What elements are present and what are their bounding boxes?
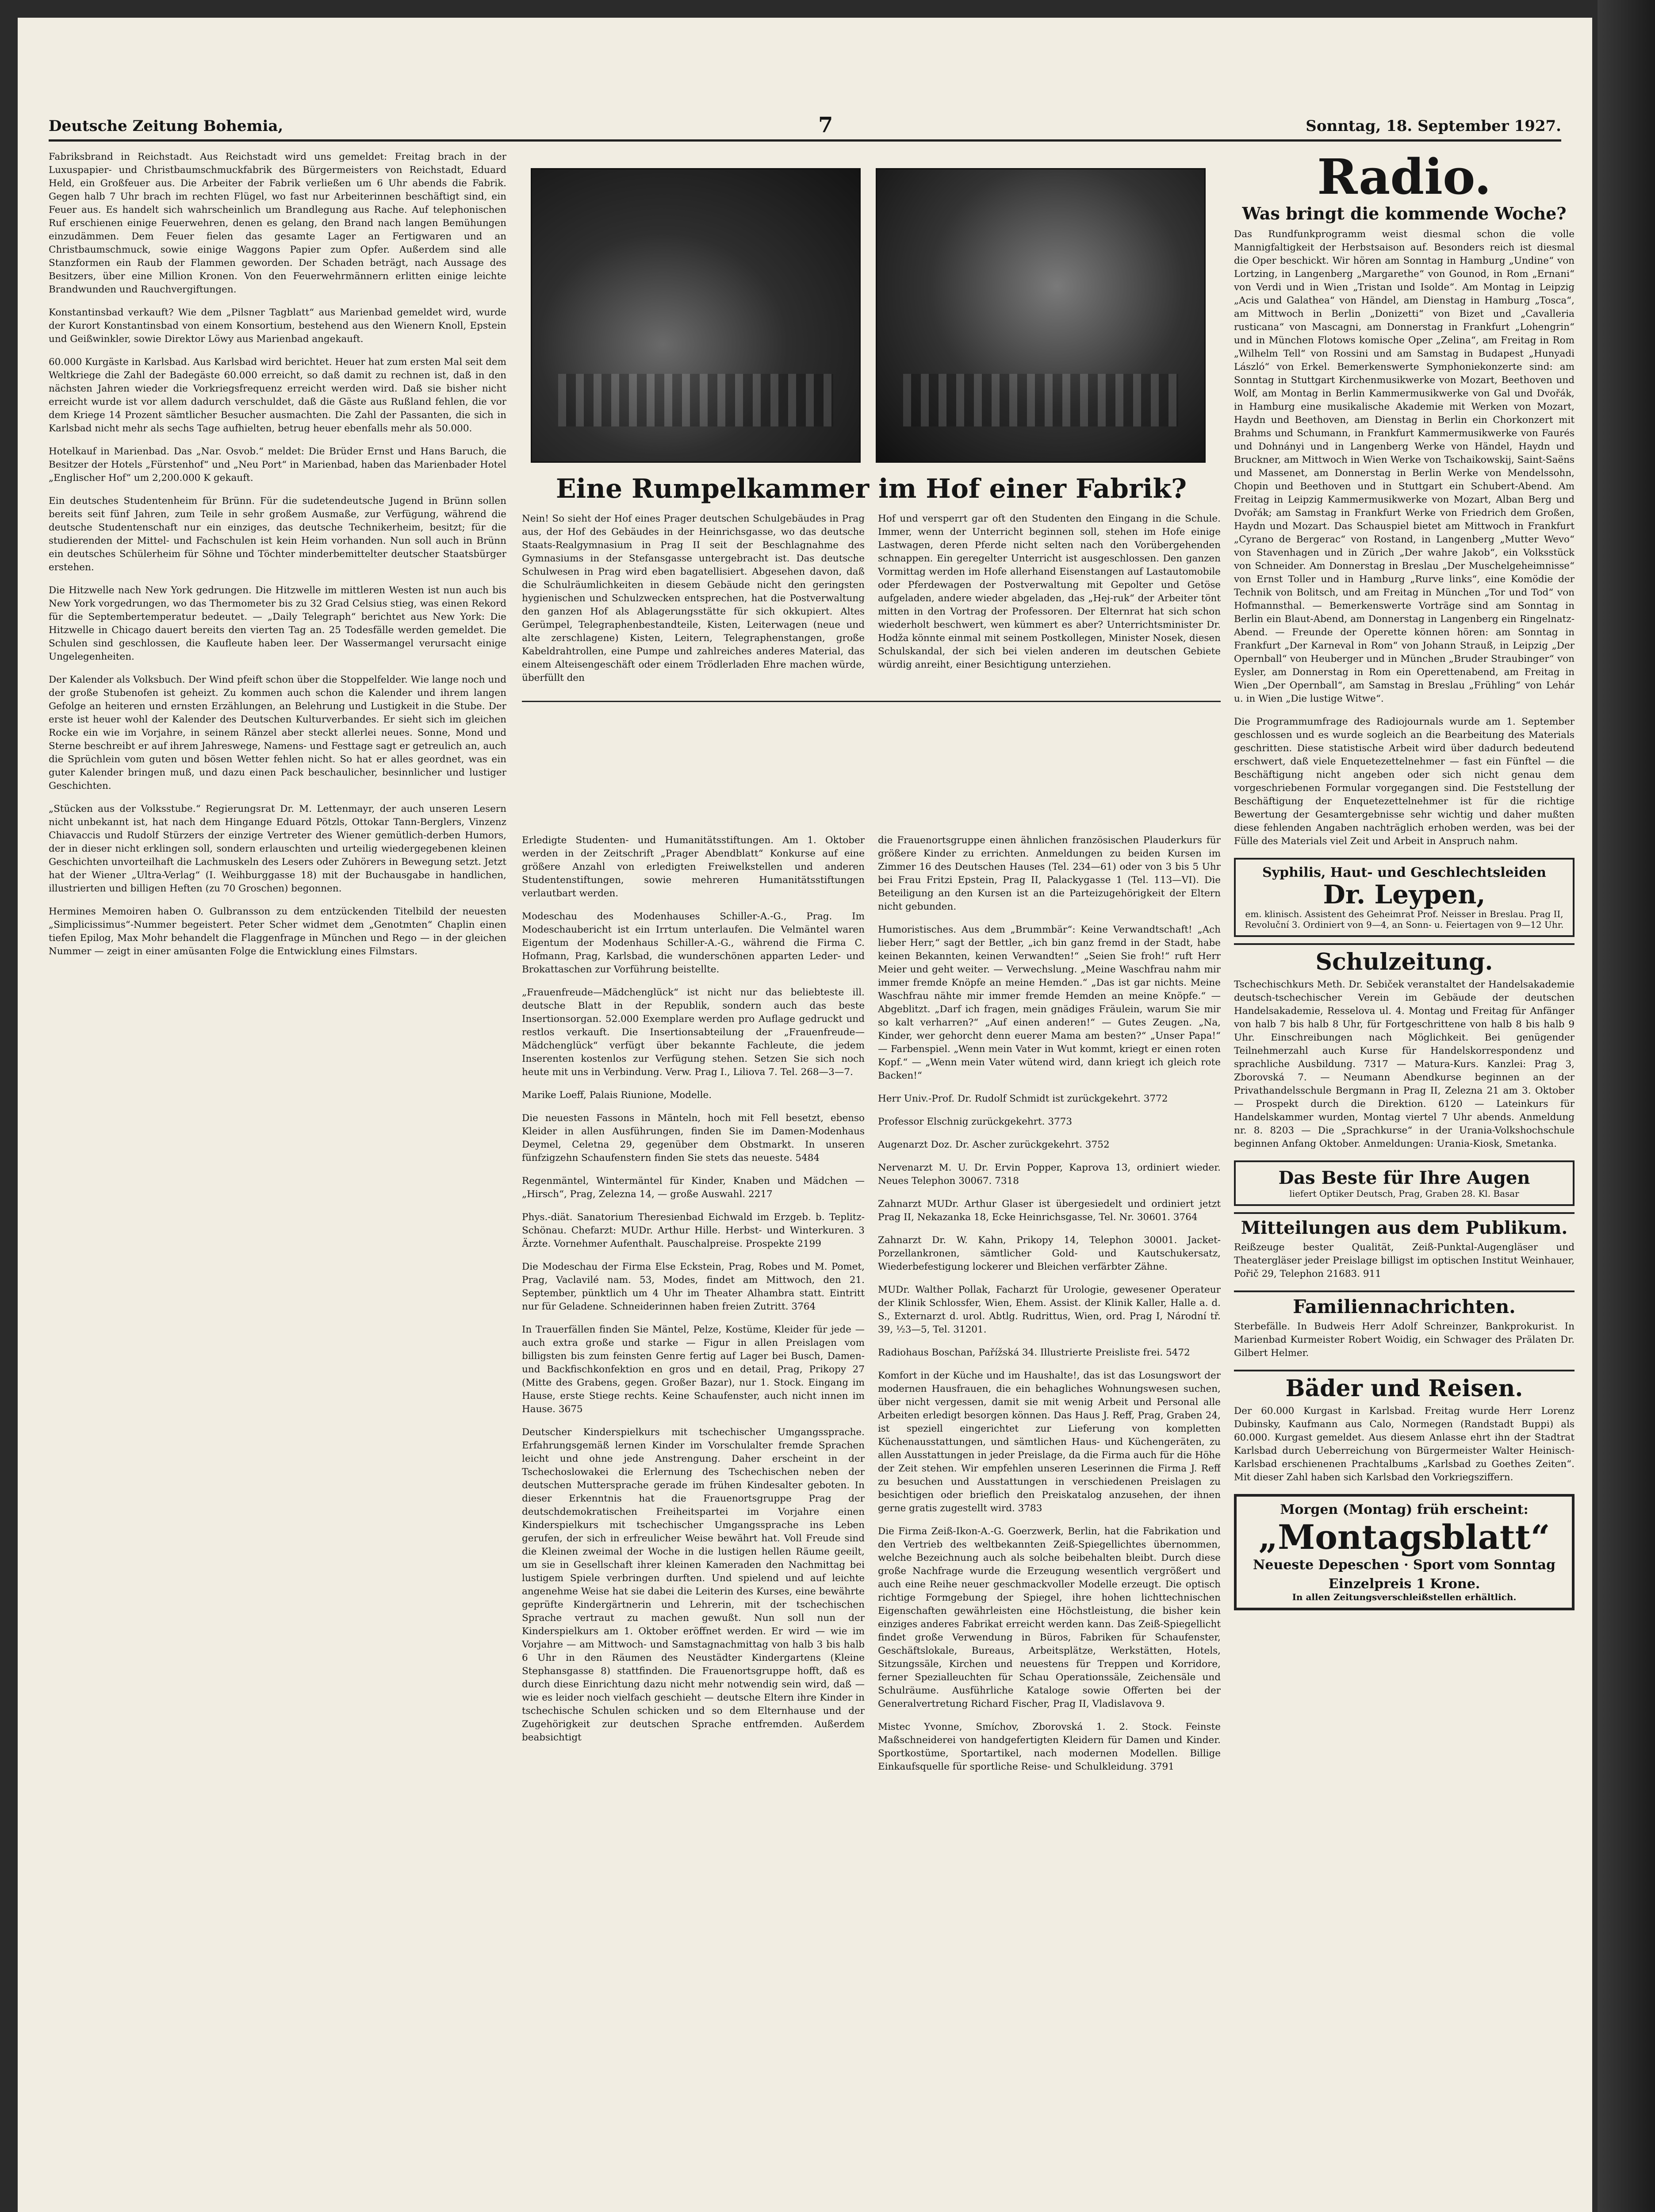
feature-text-left	[522, 512, 865, 685]
travel-heading: Bäder und Reisen.	[1234, 1370, 1575, 1402]
page-number: 7	[818, 113, 833, 138]
notice-text: Professor Elschnig zurückgekehrt. 3773	[878, 1116, 1073, 1127]
notice	[878, 1161, 1221, 1188]
section-divider	[522, 701, 1221, 702]
notice-text: Deutscher Kinderspielkurs mit tschechischer Umgangssprache. Erfahrungsgemäß lernen Kinder im Vorschulalter fremde Sprachen leicht und ohne jede Anstrengung. Daher erscheint in der Tschechoslowakei die Erlernung des Tschechischen neben der deutschen Muttersprache gerade im frühen Kindesalter geboten. In dieser Erkenntnis hat die Frauenortsgruppe Prag der deutschdemokratischen Freiheitspartei im Vorjahre einen Kinderspielkurs mit tschechischer Umgangssprache ins Leben gerufen, der sich in erfreulicher Weise bewährt hat. Voll Freude sind die Kleinen zweimal der Woche in die lustigen hellen Räume geeilt, um sie in Gesellschaft ihrer kleinen Kameraden den Nachmittag bei lustigem Spiele verbringen durften. Und spielend und auf leichte angenehme Weise hat sie dabei die Leiterin des Kurses, eine bewährte geprüfte Kindergärtnerin und Lehrerin, mit der tschechischen Sprache vertraut zu machen gewußt. Nun soll nun der Kinderspielkurs am 1. Oktober eröffnet werden. Er wird — wie im Vorjahre — am Mittwoch- und Samstagnachmittag von halb 3 bis halb 6 Uhr in den Räumen des Neustädter Kindergartens (Kleine Stephansgasse 8) stattfinden. Die Frauenortsgruppe hofft, daß es durch diese Einrichtung dazu nicht mehr notwendig sein wird, daß — wie es leider noch vielfach geschieht — deutsche Eltern ihre Kinder in tschechische Schulen schicken und so dem Elternhause und der Zugehörigkeit zur deutschen Sprache entfremden. Außerdem beabsichtigt	[522, 1427, 865, 1743]
notice-text: die Frauenortsgruppe einen ähnlichen französischen Plauderkurs für größere Kinder zu errichten. Anmeldungen zu beiden Kursen im Zimmer 16 des Deutschen Hauses (Tel. 234—61) oder von 3 bis 5 Uhr bei Frau Fritzi Epstein, Prag II, Palackygasse 1 (Tel. 113—VI). Die Beteiligung an den Kursen ist an die Parteizugehörigkeit der Eltern nicht gebunden.	[878, 835, 1221, 912]
radio-subheading: Was bringt die kommende Woche?	[1242, 204, 1567, 223]
notice	[878, 1369, 1221, 1515]
notice-text: Die Firma Zeiß-Ikon-A.-G. Goerzwerk, Berlin, hat die Fabrikation und den Vertrieb des weltbekannten Zeiß-Spiegellichtes übernommen, welche Bezeichnung auch als solche beibehalten bleibt. Durch diese große Nachfrage wurde die Erzeugung wesentlich vergrößert und auch eine Reihe neuer geschmackvoller Modelle erzeugt. Die optisch richtige Formgebung der Spiegel, ihre hohen lichttechnischen Eigenschaften gewährleisten eine Höchstleistung, die bisher kein einziges anderes Fabrikat erreicht werden kann. Das Zeiß-Spiegellicht findet große Verwendung in Büros, Fabriken für Schaufenster, Geschäftslokale, Bureaus, Arbeitsplätze, Werkstätten, Hotels, Sitzungssäle, Kirchen und neuestens für Treppen und Korridore, ferner Spezialleuchten für Schau Operationssäle, Zeichensäle und Schulräume. Ausführliche Kataloge sowie Offerten bei der Generalvertretung Richard Fischer, Prag II, Vladislavova 9.	[878, 1526, 1221, 1709]
notice	[522, 1260, 865, 1313]
advert-footer: In allen Zeitungsverschleißstellen erhältlich.	[1292, 1592, 1517, 1602]
article-text: 60.000 Kurgäste in Karlsbad. Aus Karlsbad wird berichtet. Heuer hat zum ersten Mal seit dem Weltkriege die Zahl der Badegäste 60.000 erreicht, so daß damit zu rechnen ist, daß in den nächsten Jahren wieder die Vorkriegsfrequenz erreicht werden wird. Daß sie bisher nicht erreicht wurde ist vor allem dadurch verschuldet, daß die Gäste aus Rußland fehlen, die vor dem Kriege 14 Prozent sämtlicher Besucher ausmachten. Die Zahl der Passanten, die sich in Karlsbad nicht mehr als sechs Tage aufhielten, betrug heuer ebenfalls mehr als 50.000.	[49, 357, 506, 434]
article-text: Hermines Memoiren haben O. Gulbransson zu dem entzückenden Titelbild der neuesten „Simplicissimus“-Nummer begeistert. Peter Scher widmet dem „Genotmten“ Chaplin einen tiefen Epilog, Max Mohr behandelt die Flaggenfrage in München und Rego — in der gleichen Nummer — zeigt in einer amüsanten Folge die Entwicklung eines Filmstars.	[49, 906, 506, 957]
feature-body	[522, 512, 1221, 695]
notices-right	[878, 834, 1221, 2212]
radio-text: Das Rundfunkprogramm weist diesmal schon die volle Mannigfaltigkeit der Herbstsaison auf. Besonders reich ist diesmal die Oper beschickt. Wir hören am Sonntag in Hamburg „Undine“ von Lortzing, in Langenberg „Margarethe“ von Gounod, in Rom „Ernani“ von Verdi und in Wien „Tristan und Isolde“. Am Montag in Leipzig „Acis und Galathea“ von Händel, am Dienstag in Hamburg „Tosca“, am Mittwoch in Berlin „Donizetti“ von Bizet und „Cavalleria rusticana“ von Mascagni, am Donnerstag in Frankfurt „Lohengrin“ und in München Flotows komische Oper „Zelina“, am Freitag in Rom „Wilhelm Tell“ von Rossini und am Samstag in Budapest „Hunyadi László“ von Erkel. Bemerkenswerte Symphoniekonzerte sind: am Sonntag in Stuttgart Kirchenmusikwerke von Mozart, Beethoven und Wolf, am Montag in Berlin Kammermusikwerke von Gal und Dvořák, in Hamburg eine musikalische Akademie mit Werken von Mozart, Haydn und Beethoven, am Dienstag in Berlin ein Chorkonzert mit Brahms und Schumann, in Frankfurt Kammermusikwerke von Faurés und Dohnányi und in Langenberg Werke von Händel, Haydn und Bruckner, am Mittwoch in Wien Werke von Tschaikowskij, Saint-Saëns und Massenet, am Donnerstag in Berlin Werke von Mendelssohn, Chopin und Beethoven und in Stuttgart ein Schubert-Abend. Am Freitag in Leipzig Kammermusikwerke von Mozart, Alban Berg und Dvořák; am Samstag in Frankfurt Werke von Friedrich dem Großen, Haydn und Mozart. Das Schauspiel bietet am Mittwoch in Frankfurt „Cyrano de Bergerac“ von Rostand, in Langenberg „Mutter Wevo“ von Stavenhagen und in Zürich „Der wahre Jakob“, ein Volksstück von Schneider. Am Donnerstag in Breslau „Der Muschelgeheimnisse“ von Ernst Toller und in Hamburg „Rurve links“, eine Komödie der Technik von Bolitsch, und am Freitag in München „Tor und Tod“ von Hofmannsthal. — Bemerkenswerte Vorträge sind am Sonntag in Berlin ein Blaut-Abend, am Donnerstag in Langenberg ein Ringelnatz-Abend. — Freunde der Operette können hören: am Sonntag in Frankfurt „Der Karneval in Rom“ von Johann Strauß, in Leipzig „Der Opernball“ von Heuberger und in München „Bruder Straubinger“ von Eysler, am Donnerstag in Rom ein Operettenabend, am Freitag in Wien „Der Opernball“, am Samstag in Breslau „Frühling“ von Lehár u. in Wien „Die lustige Witwe“.	[1234, 229, 1575, 704]
notice	[522, 910, 865, 976]
notices-left	[522, 834, 865, 2212]
notice-text: Augenarzt Doz. Dr. Ascher zurückgekehrt. 3752	[878, 1139, 1110, 1150]
publikum-article	[1234, 1241, 1575, 1281]
advert-montagsblatt	[1234, 1494, 1575, 1610]
page-edge	[1598, 0, 1655, 2212]
notice	[878, 1115, 1221, 1129]
column-left	[49, 150, 506, 2212]
feature-paragraph: Hof und versperrt gar oft den Studenten den Eingang in die Schule. Immer, wenn der Unterricht beginnen soll, stehen im Hofe einige Lastwagen, deren Pferde nicht selten nach den Vorübergehenden schnappen. Ein geregelter Unterricht ist ausgeschlossen. Den ganzen Vormittag werden im Hofe allerhand Eisenstangen auf Lastautomobile oder Pferdewagen der Postverwaltung mit Gepolter und Getöse aufgeladen, andere wieder abgeladen, das „Hej-ruk“ der Arbeiter tönt mitten in den Vortrag der Professoren. Der Elternrat hat sich schon wiederholt beschwert, wen kümmert es aber? Unterrichtsminister Dr. Hodža könnte einmal mit seinem Postkollegen, Minister Nosek, diesen Schulskandal, der sich bei vielen anderen im deutschen Gebiete würdig anreiht, einer Besichtigung unterziehen.	[878, 513, 1221, 670]
article	[49, 673, 506, 793]
notice-text: MUDr. Walther Pollak, Facharzt für Urologie, gewesener Operateur der Klinik Schlossfer, Wien, Ehem. Assist. der Klinik Kaller, Halle a. d. S., Externarzt d. urol. Abtlg. Rudrittus, Wien, ord. Prag I, Národní tř. 39, ½3—5, Tel. 31201.	[878, 1284, 1221, 1335]
advert-name: Dr. Leypen,	[1323, 879, 1486, 910]
notice	[522, 1175, 865, 1201]
article	[49, 803, 506, 895]
notice	[522, 1211, 865, 1251]
notice-text: In Trauerfällen finden Sie Mäntel, Pelze, Kostüme, Kleider für jede — auch extra große und starke — Figur in allen Preislagen vom billigsten bis zum feinsten Genre fertig auf Lager bei Busch, Damen- und Backfischkonfektion en gros und en detail, Prag, Prikopy 27 (Mitte des Grabens, gegen. Großer Bazar), nur 1. Stock. Eingang im Hause, erste Stiege rechts. Keine Schaufenster, auch nicht innen im Hause. 3675	[522, 1324, 865, 1415]
page-header	[49, 113, 1561, 142]
family-heading: Familiennachrichten.	[1234, 1290, 1575, 1317]
article	[49, 356, 506, 435]
travel-text: Der 60.000 Kurgast in Karlsbad. Freitag wurde Herr Lorenz Dubinsky, Kaufmann aus Calo, Normegen (Randstadt Buppi) als 60.000. Kurgast gemeldet. Aus diesem Anlasse ehrt ihn der Stadtrat Karlsbad durch Ueberreichung von Bürgermeister Walter Heinisch-Karlsbad erschienenen Prachtalbums „Karlsbad zu Goethes Zeiten“. Mit dieser Zahl haben sich Karlsbad den Vorkriegsziffern.	[1234, 1406, 1575, 1483]
radio-heading: Radio.	[1317, 150, 1491, 205]
notice	[878, 1092, 1221, 1106]
notice-text: Marike Loeff, Palais Riunione, Modelle.	[522, 1090, 712, 1101]
advert-text: liefert Optiker Deutsch, Prag, Graben 28. Kl. Basar	[1289, 1188, 1519, 1199]
article-text: Die Hitzwelle nach New York gedrungen. Die Hitzwelle im mittleren Westen ist nun auch bis New York vorgedrungen, wo das Thermometer bis zu 32 Grad Celsius stieg, was einen Rekord für die Septembertemperatur bedeutet. — „Daily Telegraph“ berichtet aus New York: Die Hitzwelle in Chicago dauert bereits den vierten Tag an. 25 Todesfälle werden gemeldet. Die Schulen sind geschlossen, die Kaufleute haben leer. Der Wassermangel verursacht einige Ungelegenheiten.	[49, 585, 506, 662]
radio-article	[1234, 228, 1575, 706]
notice-text: Radiohaus Boschan, Pařížská 34. Illustrierte Preisliste frei. 5472	[878, 1347, 1190, 1358]
notice-text: Modeschau des Modenhauses Schiller-A.-G., Prag. Im Modeschaubericht ist ein Irrtum unterlaufen. Die Velmäntel waren Eigentum der Modenhaus Schiller-A.-G., während die Firma C. Hofmann, Prag, Karlsbad, die wunderschönen apparten Leder- und Brokattaschen zur Vorführung beistellte.	[522, 911, 865, 975]
notice	[522, 1323, 865, 1416]
notice	[878, 1525, 1221, 1711]
article-text: Hotelkauf in Marienbad. Das „Nar. Osvob.“ meldet: Die Brüder Ernst und Hans Baruch, die Besitzer der Hotels „Fürstenhof“ und „Neu Port“ in Marienbad, haben das Marienbader Hotel „Englischer Hof“ um 2,200.000 K gekauft.	[49, 446, 506, 484]
courtyard-photo-right	[876, 168, 1206, 463]
notice-text: Die Modeschau der Firma Else Eckstein, Prag, Robes und M. Pomet, Prag, Vaclavilé nam. 53, Modes, findet am Mittwoch, den 21. September, pünktlich um 4 Uhr im Theater Alhambra statt. Eintritt nur für Geladene. Schneiderinnen haben freien Zutritt. 3764	[522, 1261, 865, 1312]
notice	[522, 1112, 865, 1165]
feature-block	[522, 150, 1221, 708]
radio-survey	[1234, 715, 1575, 848]
school-article	[1234, 978, 1575, 1151]
notice	[878, 1198, 1221, 1224]
masthead-title: Deutsche Zeitung Bohemia,	[49, 117, 283, 135]
notice-text: Humoristisches. Aus dem „Brummbär“: Keine Verwandtschaft! „Ach lieber Herr,“ sagt der Bettler, „ich bin ganz fremd in der Stadt, habe keinen Bekannten, keinen Verwandten!“ „Seien Sie froh!“ ruft Herr Meier und geht weiter. — Verwechslung. „Meine Waschfrau nahm mir immer fremde Knöpfe an meine Hemden.“ „Das ist gar nichts. Meine Waschfrau nähte mir immer fremde Hemden an meine Knöpfe.“ — Abgeblitzt. „Darf ich fragen, mein gnädiges Fräulein, warum Sie mir so kalt verharren?“ „Auf einen anderen!“ — Gutes Zeugen. „Na, Kinder, wer gehorcht denn euerer Mama am besten?“ „Unser Papa!“ — Farbenspiel. „Wenn mein Vater in Wut kommt, kriegt er einen roten Kopf.“ — „Wenn mein Vater wütend wird, dann kriegt ich gleich rote Backen!“	[878, 924, 1221, 1081]
advert-title: „Montagsblatt“	[1258, 1517, 1550, 1557]
travel-article	[1234, 1405, 1575, 1484]
notice-text: Erledigte Studenten- und Humanitätsstiftungen. Am 1. Oktober werden in der Zeitschrift „Prager Abendblatt“ Konkurse auf eine größere Anzahl von erledigten Freiwelkstellen und anderen Studentenstiftungen, sowie mehreren Humanitätsstiftungen verlautbart werden.	[522, 835, 865, 899]
article-text: Der Kalender als Volksbuch. Der Wind pfeift schon über die Stoppelfelder. Wie lange noch und der große Stubenofen ist geheizt. Zu kommen auch schon die Kalender und ihrem langen Gefolge an heiteren und ernsten Erzählungen, an Belehrung und Lustigkeit in die Stube. Der erste ist heuer wohl der Kalender des Deutschen Kulturverbandes. Er sieht sich im gleichen Rocke ein wie im Vorjahre, in seinem Ränzel aber steckt allerlei neues. Sonne, Mond und Sterne beschreibt er auf ihrem Jahreswege, Namens- und Festtage sagt er getreulich an, auch die Sprüchlein vom guten und bösen Wetter fehlen nicht. So hat er alles geordnet, was ein guter Kalender bringen muß, und dazu einen Pack beschaulicher, besinnlicher und lustiger Geschichten.	[49, 674, 506, 791]
feature-headline: Eine Rumpelkammer im Hof einer Fabrik?	[555, 473, 1187, 504]
article	[49, 905, 506, 958]
advert-text: em. klinisch. Assistent des Geheimrat Prof. Neisser in Breslau. Prag II, Revoluční 3. Ordiniert von 9—4, an Sonn- u. Feiertagen von 9—12 Uhr.	[1245, 909, 1564, 930]
notice	[878, 1283, 1221, 1336]
advert-heading: Syphilis, Haut- und Geschlechtsleiden	[1262, 865, 1546, 880]
notice-text: Regenmäntel, Wintermäntel für Kinder, Knaben und Mädchen — „Hirsch“, Prag, Zelezna 14, — große Auswahl. 2217	[522, 1175, 865, 1200]
article-text: Fabriksbrand in Reichstadt. Aus Reichstadt wird uns gemeldet: Freitag brach in der Luxuspapier- und Christbaumschmuckfabrik des Bürgermeisters von Reichstadt, Eduard Held, ein Großfeuer aus. Die Arbeiter der Fabrik verließen um 6 Uhr abends die Fabrik. Gegen halb 7 Uhr brach im rechten Flügel, wo fast nur Arbeiterinnen beschäftigt sind, ein Feuer aus. Es handelt sich wahrscheinlich um Brandlegung aus Rache. Auf telephonischen Ruf erschienen einige Feuerwehren, denen es gelang, den Brand nach langen Bemühungen einzudämmen. Dem Feuer fielen das gesamte Lager an Fertigwaren und an Christbaumschmuck, sowie einige Waggons Papier zum Opfer. Außerdem sind alle Stanzformen ein Raub der Flammen geworden. Der Schaden beträgt, nach Aussage des Besitzers, über eine Million Kronen. Von den Feuerwehrmännern erlitten einige leichte Brandwunden und Rauchvergiftungen.	[49, 151, 506, 295]
family-text: Sterbefälle. In Budweis Herr Adolf Schreinzer, Bankprokurist. In Marienbad Kurmeister Robert Woidig, ein Schwager des Prälaten Dr. Gilbert Helmer.	[1234, 1321, 1575, 1359]
notice	[878, 1720, 1221, 1774]
notice-text: Mistec Yvonne, Smíchov, Zborovská 1. 2. Stock. Feinste Maßschneiderei von handgefertigten Kleidern für Damen und Kinder. Sportkostüme, Sportartikel, nach modernen Modellen. Billige Einkaufsquelle für sportliche Reise- und Schulkleidung. 3791	[878, 1721, 1221, 1772]
notice	[878, 923, 1221, 1083]
article	[49, 306, 506, 346]
notice	[878, 1138, 1221, 1152]
notice	[522, 834, 865, 900]
advert-leypen	[1234, 858, 1575, 937]
notice-text: Phys.-diät. Sanatorium Theresienbad Eichwald im Erzgeb. b. Teplitz-Schönau. Chefarzt: MUDr. Arthur Hille. Herbst- und Winterkuren. 3 Ärzte. Vornehmer Aufenthalt. Pauschalpreise. Prospekte 2199	[522, 1212, 865, 1249]
advert-price: Einzelpreis 1 Krone.	[1328, 1576, 1480, 1592]
advert-tagline: Morgen (Montag) früh erscheint:	[1280, 1502, 1529, 1517]
notice-text: Zahnarzt MUDr. Arthur Glaser ist übergesiedelt und ordiniert jetzt Prag II, Nekazanka 18, Ecke Heinrichsgasse, Tel. Nr. 30601. 3764	[878, 1198, 1221, 1223]
school-text: Tschechischkurs Meth. Dr. Sebiček veranstaltet der Handelsakademie deutsch-tschechischer Verein im Gebäude der deutschen Handelsakademie, Resselova ul. 4. Montag und Freitag für Anfänger von halb 7 bis halb 8 Uhr, für Fortgeschrittene von halb 8 bis halb 9 Uhr. Einschreibungen nach Möglichkeit. Bei genügender Teilnehmerzahl auch Kurse für Handelskorrespondenz und sprachliche Ausbildung. 7317 — Matura-Kurs. Kanzlei: Prag 3, Zborovská 7. — Neumann Abendkurse beginnen an der Privathandelsschule Bergmann in Prag II, Zelezna 21 am 3. Oktober — Prospekt durch die Direktion. 6120 — Lateinkurs für Handelskammer wurden, Montag viertel 7 Uhr abends. Anmeldung nr. 8. 8203 — Die „Sprachkurse“ in der Urania-Volkshochschule beginnen Anfang Oktober. Anmeldungen: Urania-Kiosk, Smetanka.	[1234, 979, 1575, 1149]
radio-survey-text: Die Programmumfrage des Radiojournals wurde am 1. September geschlossen und es wurde sogleich an die Bearbeitung des Materials geschritten. Diese statistische Arbeit wird über dadurch bedeutend erschwert, daß viele Enquetezettelnehmer — fast ein Fünftel — die Beschäftigung nicht angeben oder sich nicht genau dem vorgeschriebenen Formular vorgegangen sind. Die Feststellung der Beschäftigung der Enquetezettelnehmer ist für die richtige Bewertung der Gesamtergebnisse sehr wichtig und daher mußten diese fehlenden Angaben nachträglich erhoben werden, was bei der Fülle des Materials viel Zeit und Arbeit in Anspruch nahm.	[1234, 716, 1575, 847]
notice	[878, 1346, 1221, 1359]
article	[49, 445, 506, 485]
column-right	[1234, 150, 1575, 2212]
feature-paragraph: Nein! So sieht der Hof eines Prager deutschen Schulgebäudes in Prag aus, der Hof des Gebäudes in der Heinrichsgasse, wo das deutsche Staats-Realgymnasium in Prag II seit der Beschlagnahme des Gymnasiums in der Stefansgasse untergebracht ist. Das deutsche Schulwesen in Prag wird eben bagatellisiert. Abgesehen davon, daß die Schulräumlichkeiten in diesem Gebäude nicht den geringsten hygienischen und Schulzwecken entsprechen, hat die Postverwaltung den ganzen Hof als Ablagerungsstätte für sich okkupiert. Altes Gerümpel, Telegraphenbestandteile, Kisten, Leiterwagen (neue und alte zerschlagene) Kisten, Leitern, Telegraphenstangen, große Kabeldrahtrollen, eine Pumpe und zahlreiches anderes Material, das einem Alteisengeschäft oder einem Trödlerladen Ehre machen würde, überfüllt den	[522, 513, 865, 684]
notice-text: „Frauenfreude—Mädchenglück“ ist nicht nur das beliebteste ill. deutsche Blatt in der Republik, sondern auch das beste Insertionsorgan. 52.000 Exemplare werden pro Auflage gedruckt und restlos verkauft. Die Insertionsabteilung der „Frauenfreude—Mädchenglück“ verfügt über bekannte Fachleute, die jedem Inserenten kostenlos zur Verfügung stehen. Setzen Sie sich noch heute mit uns in Verbindung. Verw. Prag I., Liliova 7. Tel. 268—3—7.	[522, 987, 865, 1078]
advert-sub: Neueste Depeschen · Sport vom Sonntag	[1253, 1557, 1555, 1573]
article-text: Konstantinsbad verkauft? Wie dem „Pilsner Tagblatt“ aus Marienbad gemeldet wird, wurde der Kurort Konstantinsbad von einem Konsortium, bestehend aus den Wienern Knoll, Epstein und Geißwinkler, sowie Direktor Löwy aus Marienbad angekauft.	[49, 307, 506, 345]
photo-pair	[522, 150, 1221, 469]
article	[49, 150, 506, 296]
advert-heading: Das Beste für Ihre Augen	[1278, 1167, 1530, 1188]
notice-text: Die neuesten Fassons in Mänteln, hoch mit Fell besetzt, ebenso Kleider in allen Ausführungen, finden Sie im Damen-Modenhaus Deymel, Celetna 29, gegenüber dem Obstmarkt. In unseren fünfzigzehn Schaufenstern finden Sie stets das neueste. 5484	[522, 1113, 865, 1164]
notice-text: Herr Univ.-Prof. Dr. Rudolf Schmidt ist zurückgekehrt. 3772	[878, 1093, 1168, 1104]
family-article	[1234, 1320, 1575, 1360]
article	[49, 495, 506, 574]
school-heading: Schulzeitung.	[1234, 943, 1575, 975]
publikum-heading: Mitteilungen aus dem Publikum.	[1234, 1212, 1575, 1238]
notices-block	[522, 834, 1221, 2212]
courtyard-photo-left	[531, 168, 861, 463]
notice-text: Komfort in der Küche und im Haushalte!, das ist das Losungswort der modernen Hausfrauen, die ein behagliches Wohnungswesen suchen, über nicht vergessen, damit sie mit wenig Arbeit und Personal alle Arbeiten erledigt besorgen können. Das Haus J. Reff, Prag, Graben 24, ist speziell eingerichtet zur Lieferung von kompletten Küchenausstattungen, und sämtlichen Haus- und Küchengeräten, zu allen Ausstattungen in jeder Preislage, da die Firma auch für die Höhe der Zeit stehen. Wir empfehlen unseren Leserinnen die Firma J. Reff zu besuchen und Ausstattungen in verschiedenen Preislagen zu besichtigen oder brieflich den Preiskatalog anzusehen, der ihnen gerne gratis zugestellt wird. 3783	[878, 1370, 1221, 1514]
publikum-text: Reißzeuge bester Qualität, Zeiß-Punktal-Augengläser und Theatergläser jeder Preislage billigst im optischen Institut Weinhauer, Pořič 29, Telephon 21683. 911	[1234, 1242, 1575, 1279]
article-text: Ein deutsches Studentenheim für Brünn. Für die sudetendeutsche Jugend in Brünn sollen bereits seit fünf Jahren, zum Teile in sehr großem Ausmaße, zur Verfügung, während die deutsche Studentenschaft nur ein einziges, das deutsche Technikerheim, besitzt; für die studierenden der Mittel- und Fachschulen ist kein Heim vorhanden. Nun soll auch in Brünn ein deutsches Schülerheim für Söhne und Töchter minderbemittelter deutscher Staatsbürger erstehen.	[49, 495, 506, 573]
notice	[522, 1089, 865, 1102]
notice	[878, 834, 1221, 914]
newspaper-page	[18, 18, 1592, 2212]
notice-text: Zahnarzt Dr. W. Kahn, Prikopy 14, Telephon 30001. Jacket-Porzellankronen, sämtlicher Gold- und Kautschukersatz, Wiederbefestigung lockerer und Bleichen verfärbter Zähne.	[878, 1235, 1221, 1272]
issue-date: Sonntag, 18. September 1927.	[1306, 117, 1561, 135]
feature-text-right	[878, 512, 1221, 685]
advert-optiker	[1234, 1160, 1575, 1206]
notice	[522, 986, 865, 1079]
article	[49, 584, 506, 664]
notice	[522, 1426, 865, 1744]
article-text: „Stücken aus der Volksstube.“ Regierungsrat Dr. M. Lettenmayr, der auch unseren Lesern nicht unbekannt ist, hat nach dem Hingange Eduard Pötzls, Ottokar Tann-Berglers, Vinzenz Chiavaccis und Rudolf Stürzers der einzige Vertreter des Wiener gemütlich-derben Humors, der in dieser nicht erklingen soll, sondern erlauschten und urteilig wiedergegebenen kleinen Geschichten unvorteilhaft die Lachmuskeln des Lesers oder Zuhörers in Bewegung setzt. Jetzt hat der Wiener „Ultra-Verlag“ (I. Weihburggasse 18) mit der Buchausgabe in handlichen, illustrierten und billigen Heften (zu 70 Groschen) begonnen.	[49, 803, 506, 894]
notice-text: Nervenarzt M. U. Dr. Ervin Popper, Kaprova 13, ordiniert wieder. Neues Telephon 30067. 7318	[878, 1162, 1221, 1187]
notice	[878, 1234, 1221, 1274]
